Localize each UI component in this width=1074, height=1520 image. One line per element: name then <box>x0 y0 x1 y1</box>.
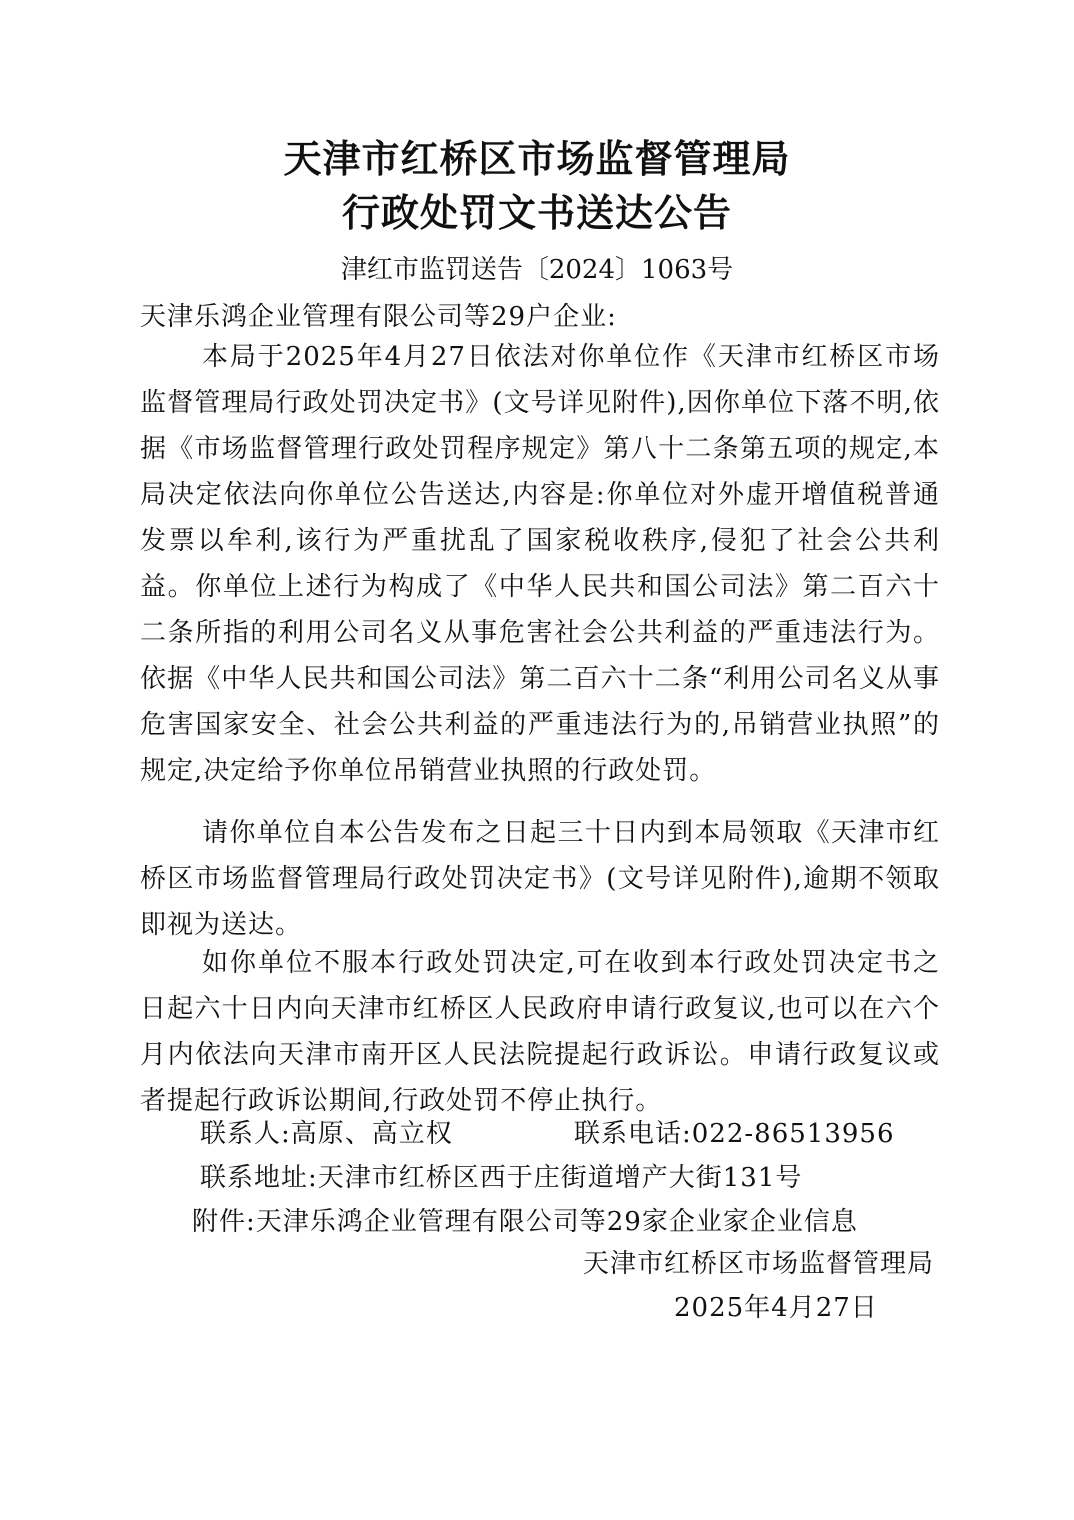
body-paragraph-2: 请你单位自本公告发布之日起三十日内到本局领取《天津市红桥区市场监督管理局行政处罚决定书》(文号详见附件),逾期不领取即视为送达。 <box>140 818 940 940</box>
signature-organization: 天津市红桥区市场监督管理局 <box>582 1249 934 1279</box>
document-number: 津红市监罚送告〔2024〕1063号 <box>340 255 734 285</box>
addressee: 天津乐鸿企业管理有限公司等29户企业: <box>140 302 617 332</box>
document-title-line1: 天津市红桥区市场监督管理局 <box>283 136 791 181</box>
contact-phone: 联系电话:022-86513956 <box>574 1119 895 1149</box>
body-paragraph-3: 如你单位不服本行政处罚决定,可在收到本行政处罚决定书之日起六十日内向天津市红桥区人民政府申请行政复议,也可以在六个月内依法向天津市南开区人民法院提起行政诉讼。申请行政复议或者提起行政诉讼期间,行政处罚不停止执行。 <box>140 948 940 1116</box>
contact-address: 联系地址:天津市红桥区西于庄街道增产大街131号 <box>200 1163 803 1193</box>
attachment-note: 附件:天津乐鸿企业管理有限公司等29家企业家企业信息 <box>192 1207 858 1237</box>
contact-person: 联系人:高原、高立权 <box>200 1119 453 1149</box>
document-title-line2: 行政处罚文书送达公告 <box>341 190 732 235</box>
signature-date: 2025年4月27日 <box>674 1293 878 1323</box>
body-paragraph-1: 本局于2025年4月27日依法对你单位作《天津市红桥区市场监督管理局行政处罚决定书》(文号详见附件),因你单位下落不明,依据《市场监督管理行政处罚程序规定》第八十二条第五项的规定,本局决定依法向你单位公告送达,内容是:你单位对外虚开增值税普通发票以牟利,该行为严重扰乱了国家税收秩序,侵犯了社会公共利益。你单位上述行为构成了《中华人民共和国公司法》第二百六十二条所指的利用公司名义从事危害社会公共利益的严重违法行为。依据《中华人民共和国公司法》第二百六十二条“利用公司名义从事危害国家安全、社会公共利益的严重违法行为的,吊销营业执照”的规定,决定给予你单位吊销营业执照的行政处罚。 <box>140 342 940 786</box>
